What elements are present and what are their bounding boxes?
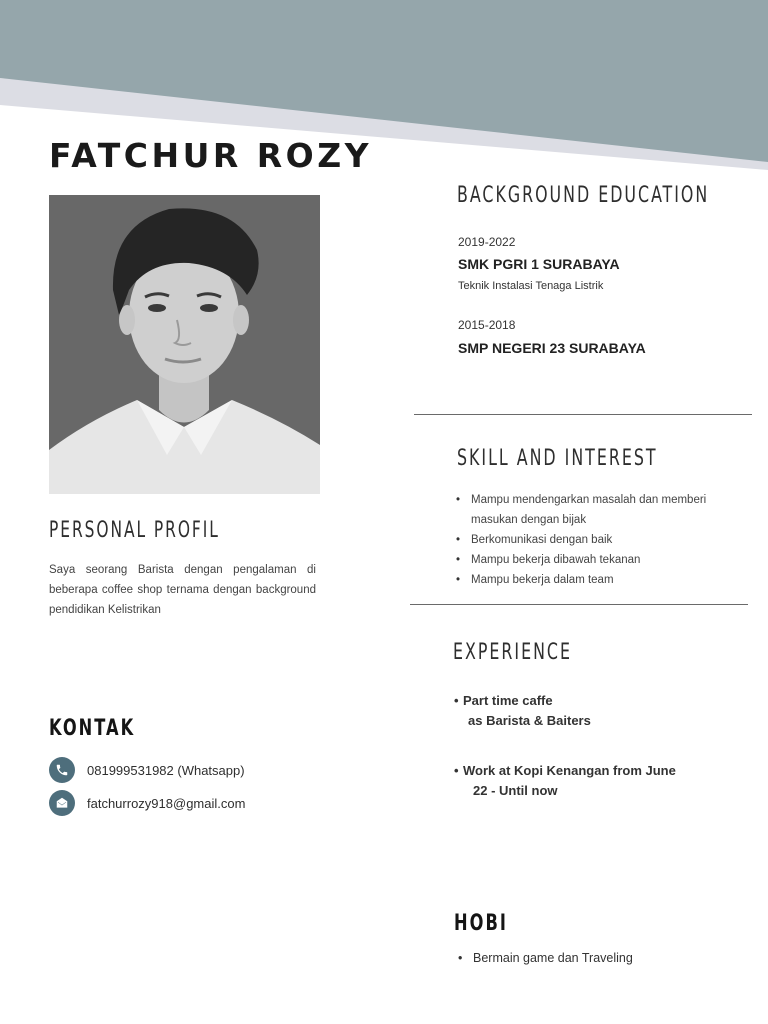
experience-item-1-line1: Part time caffe — [463, 693, 553, 708]
hobby-heading: HOBI — [454, 911, 508, 936]
skill-item: • Mampu bekerja dalam team — [456, 570, 736, 590]
experience-item-2-line1: Work at Kopi Kenangan from June — [463, 763, 676, 778]
skills-list — [456, 490, 736, 590]
personal-profile-heading: PERSONAL PROFIL — [49, 518, 220, 543]
contact-heading: KONTAK — [49, 716, 136, 741]
skill-item: • Berkomunikasi dengan baik — [456, 530, 736, 550]
edu-years-2: 2015-2018 — [458, 318, 516, 332]
divider-skills — [410, 604, 748, 605]
experience-item-2: • Work at Kopi Kenangan from June 22 - Until now — [454, 763, 676, 798]
contact-email — [49, 790, 245, 816]
skill-item: • Mampu mendengarkan masalah dan memberi masukan dengan bijak — [456, 490, 736, 530]
experience-heading: EXPERIENCE — [453, 640, 572, 665]
experience-item-1-line2: as Barista & Baiters — [468, 713, 591, 728]
edu-years-1: 2019-2022 — [458, 235, 516, 249]
profile-photo — [49, 195, 320, 494]
hobby-item: • Bermain game dan Traveling — [458, 948, 633, 968]
experience-item-1: • Part time caffe as Barista & Baiters — [454, 693, 591, 728]
divider-education — [414, 414, 752, 415]
skills-heading: SKILL AND INTEREST — [457, 446, 658, 471]
personal-profile-text: Saya seorang Barista dengan pengalaman di beberapa coffee shop ternama dengan background pendidikan Kelistrikan — [49, 564, 316, 616]
phone-text: 081999531982 (Whatsapp) — [87, 762, 245, 778]
person-name: FATCHUR ROZY — [49, 136, 373, 175]
edu-major-1: Teknik Instalasi Tenaga Listrik — [458, 280, 604, 292]
skill-item: • Mampu bekerja dibawah tekanan — [456, 550, 736, 570]
contact-phone — [49, 757, 245, 783]
edu-school-2: SMP NEGERI 23 SURABAYA — [458, 340, 646, 356]
envelope-icon — [49, 790, 75, 816]
education-heading: BACKGROUND EDUCATION — [457, 183, 710, 208]
phone-icon — [49, 757, 75, 783]
experience-item-2-line2: 22 - Until now — [473, 783, 558, 798]
edu-school-1: SMK PGRI 1 SURABAYA — [458, 256, 620, 272]
hobby-list — [458, 948, 633, 968]
email-text: fatchurrozy918@gmail.com — [87, 795, 246, 811]
